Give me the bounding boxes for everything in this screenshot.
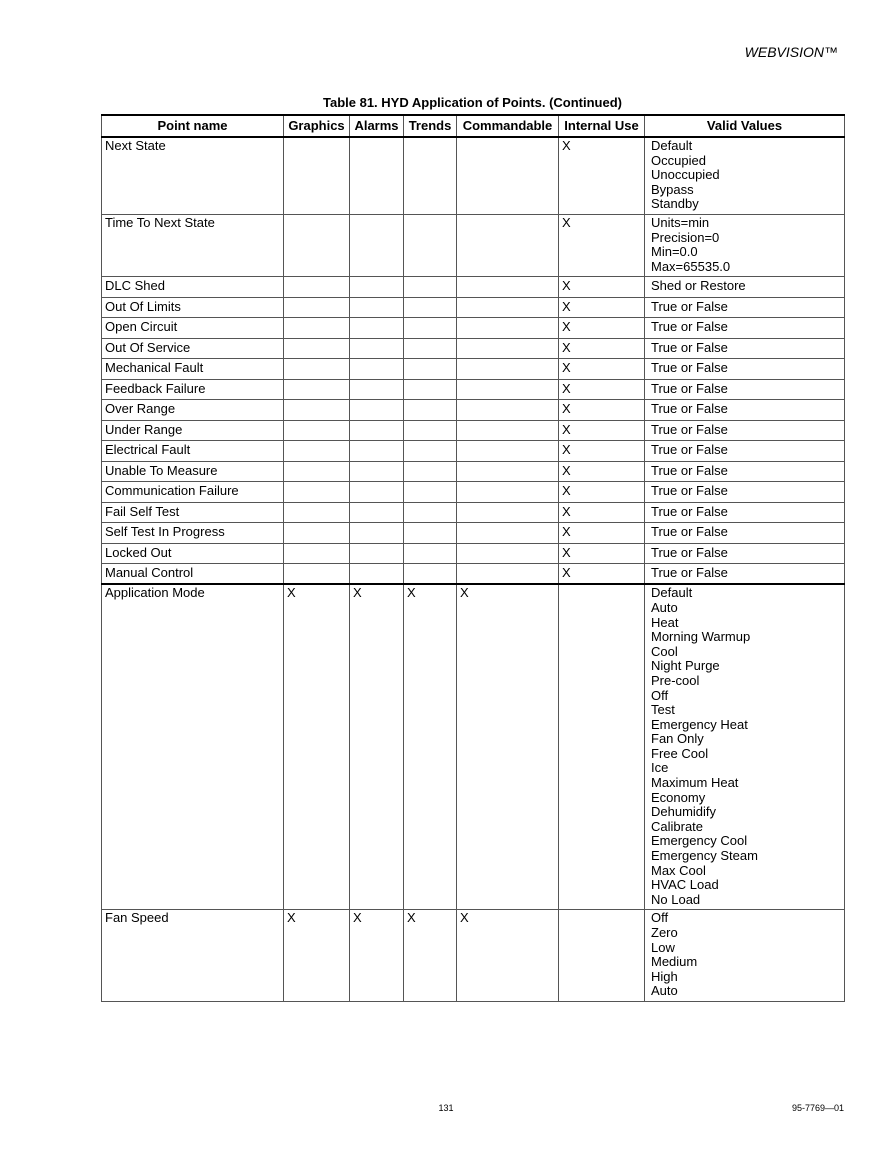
- valid-value: Max=65535.0: [651, 258, 731, 274]
- valid-value: Calibrate: [651, 818, 704, 834]
- valid-value: HVAC Load: [651, 877, 719, 893]
- table-row: [102, 441, 845, 462]
- graphics-cell: [284, 420, 350, 441]
- valid-value: Max Cool: [651, 862, 706, 878]
- commandable-cell: [457, 359, 559, 380]
- alarms-cell: [350, 359, 404, 380]
- valid-value: Shed or Restore: [651, 278, 746, 294]
- col-header-commandable: Commandable: [457, 115, 559, 137]
- header-row: [102, 115, 845, 137]
- point-name-cell: Out Of Limits: [102, 297, 284, 318]
- valid-value: Ice: [651, 760, 669, 776]
- commandable-cell: [457, 502, 559, 523]
- point-name-cell: Locked Out: [102, 543, 284, 564]
- valid-values-cell: [645, 564, 845, 585]
- internal-use-cell: X: [559, 379, 645, 400]
- internal-use-cell: [559, 910, 645, 1002]
- internal-use-cell: X: [559, 502, 645, 523]
- valid-value: Emergency Heat: [651, 716, 748, 732]
- table-row: [102, 461, 845, 482]
- table-body: [102, 137, 845, 1001]
- graphics-cell: [284, 277, 350, 298]
- valid-value: Maximum Heat: [651, 775, 739, 791]
- commandable-cell: [457, 420, 559, 441]
- valid-values-cell: [645, 910, 845, 1002]
- table-row: [102, 502, 845, 523]
- internal-use-cell: X: [559, 277, 645, 298]
- valid-values-cell: [645, 338, 845, 359]
- table-row: [102, 400, 845, 421]
- valid-value: Off: [651, 910, 669, 926]
- commandable-cell: [457, 214, 559, 276]
- point-name-cell: Self Test In Progress: [102, 523, 284, 544]
- graphics-cell: X: [284, 910, 350, 1002]
- alarms-cell: [350, 277, 404, 298]
- col-header-valid-values: Valid Values: [645, 115, 845, 137]
- trends-cell: [404, 338, 457, 359]
- trends-cell: [404, 441, 457, 462]
- valid-values-cell: [645, 543, 845, 564]
- trends-cell: [404, 137, 457, 214]
- alarms-cell: X: [350, 584, 404, 910]
- graphics-cell: [284, 441, 350, 462]
- point-name-cell: Under Range: [102, 420, 284, 441]
- valid-value: Default: [651, 138, 693, 153]
- commandable-cell: [457, 523, 559, 544]
- valid-values-cell: [645, 502, 845, 523]
- col-header-internal-use: Internal Use: [559, 115, 645, 137]
- valid-value: True or False: [651, 565, 728, 581]
- commandable-cell: [457, 137, 559, 214]
- valid-value: Bypass: [651, 181, 694, 197]
- valid-value: No Load: [651, 891, 701, 907]
- valid-value: Precision=0: [651, 229, 720, 245]
- col-header-alarms: Alarms: [350, 115, 404, 137]
- valid-value: Zero: [651, 925, 678, 940]
- table-row: [102, 318, 845, 339]
- table-row: [102, 910, 845, 1002]
- internal-use-cell: X: [559, 297, 645, 318]
- point-name-cell: Mechanical Fault: [102, 359, 284, 380]
- commandable-cell: [457, 461, 559, 482]
- col-header-trends: Trends: [404, 115, 457, 137]
- table-row: [102, 137, 845, 214]
- valid-value: True or False: [651, 442, 728, 458]
- point-name-cell: Application Mode: [102, 584, 284, 910]
- table-row: [102, 338, 845, 359]
- graphics-cell: [284, 359, 350, 380]
- col-header-graphics: Graphics: [284, 115, 350, 137]
- point-name-cell: Open Circuit: [102, 318, 284, 339]
- alarms-cell: [350, 543, 404, 564]
- commandable-cell: [457, 482, 559, 503]
- commandable-cell: [457, 338, 559, 359]
- valid-value: True or False: [651, 380, 728, 396]
- valid-value: True or False: [651, 483, 728, 499]
- valid-value: Off: [651, 687, 669, 703]
- valid-value: True or False: [651, 462, 728, 478]
- trends-cell: [404, 502, 457, 523]
- commandable-cell: [457, 441, 559, 462]
- valid-value: Medium: [651, 954, 698, 970]
- table-row: [102, 277, 845, 298]
- header-brand: WEBVISION™: [744, 44, 838, 60]
- internal-use-cell: X: [559, 482, 645, 503]
- point-name-cell: Over Range: [102, 400, 284, 421]
- graphics-cell: [284, 338, 350, 359]
- graphics-cell: [284, 214, 350, 276]
- valid-value: Night Purge: [651, 658, 720, 674]
- table-row: [102, 379, 845, 400]
- commandable-cell: [457, 297, 559, 318]
- graphics-cell: [284, 137, 350, 214]
- point-name-cell: Fail Self Test: [102, 502, 284, 523]
- table-row: [102, 297, 845, 318]
- col-header-point-name: Point name: [102, 115, 284, 137]
- valid-values-cell: [645, 277, 845, 298]
- internal-use-cell: X: [559, 441, 645, 462]
- graphics-cell: [284, 502, 350, 523]
- trends-cell: X: [404, 584, 457, 910]
- trends-cell: [404, 523, 457, 544]
- alarms-cell: [350, 441, 404, 462]
- valid-value: True or False: [651, 421, 728, 437]
- valid-value: Fan Only: [651, 731, 704, 747]
- valid-value: True or False: [651, 298, 728, 314]
- document-number: 95-7769—01: [791, 1103, 844, 1113]
- point-name-cell: Unable To Measure: [102, 461, 284, 482]
- valid-values-cell: [645, 420, 845, 441]
- commandable-cell: [457, 400, 559, 421]
- valid-value: Min=0.0: [651, 244, 698, 260]
- point-name-cell: Communication Failure: [102, 482, 284, 503]
- graphics-cell: [284, 482, 350, 503]
- table-row: [102, 214, 845, 276]
- internal-use-cell: [559, 584, 645, 910]
- internal-use-cell: X: [559, 543, 645, 564]
- valid-values-cell: [645, 523, 845, 544]
- valid-value: True or False: [651, 339, 728, 355]
- valid-value: Dehumidify: [651, 804, 717, 820]
- valid-value: True or False: [651, 360, 728, 376]
- alarms-cell: [350, 318, 404, 339]
- valid-values-cell: [645, 297, 845, 318]
- table-row: [102, 523, 845, 544]
- valid-value: Emergency Steam: [651, 848, 758, 864]
- trends-cell: [404, 543, 457, 564]
- graphics-cell: [284, 461, 350, 482]
- valid-value: Low: [651, 939, 675, 955]
- table-row: [102, 584, 845, 910]
- alarms-cell: [350, 482, 404, 503]
- valid-value: Economy: [651, 789, 706, 805]
- graphics-cell: [284, 297, 350, 318]
- trends-cell: [404, 318, 457, 339]
- commandable-cell: [457, 543, 559, 564]
- valid-values-cell: [645, 441, 845, 462]
- point-name-cell: Manual Control: [102, 564, 284, 585]
- point-name-cell: Time To Next State: [102, 214, 284, 276]
- trends-cell: [404, 482, 457, 503]
- internal-use-cell: X: [559, 400, 645, 421]
- commandable-cell: [457, 318, 559, 339]
- graphics-cell: [284, 543, 350, 564]
- point-name-cell: DLC Shed: [102, 277, 284, 298]
- table-row: [102, 543, 845, 564]
- valid-values-cell: [645, 584, 845, 910]
- valid-value: Test: [651, 702, 675, 718]
- commandable-cell: X: [457, 584, 559, 910]
- point-name-cell: Fan Speed: [102, 910, 284, 1002]
- valid-value: True or False: [651, 544, 728, 560]
- internal-use-cell: X: [559, 523, 645, 544]
- graphics-cell: [284, 318, 350, 339]
- valid-value: High: [651, 968, 678, 984]
- valid-value: Unoccupied: [651, 167, 720, 183]
- valid-value: Auto: [651, 983, 678, 999]
- valid-values-cell: [645, 137, 845, 214]
- commandable-cell: [457, 379, 559, 400]
- point-name-cell: Electrical Fault: [102, 441, 284, 462]
- page-number: 131: [438, 1103, 454, 1113]
- table-header: [102, 115, 845, 137]
- alarms-cell: X: [350, 910, 404, 1002]
- graphics-cell: X: [284, 584, 350, 910]
- valid-value: Pre-cool: [651, 672, 700, 688]
- valid-value: Emergency Cool: [651, 833, 748, 849]
- trends-cell: X: [404, 910, 457, 1002]
- table-row: [102, 420, 845, 441]
- graphics-cell: [284, 379, 350, 400]
- internal-use-cell: X: [559, 338, 645, 359]
- table-caption: Table 81. HYD Application of Points. (Continued): [323, 95, 622, 110]
- trends-cell: [404, 564, 457, 585]
- valid-value: Standby: [651, 196, 699, 212]
- trends-cell: [404, 214, 457, 276]
- internal-use-cell: X: [559, 137, 645, 214]
- valid-values-cell: [645, 214, 845, 276]
- graphics-cell: [284, 400, 350, 421]
- internal-use-cell: X: [559, 318, 645, 339]
- valid-value: Morning Warmup: [651, 629, 751, 645]
- point-name-cell: Out Of Service: [102, 338, 284, 359]
- table-row: [102, 359, 845, 380]
- trends-cell: [404, 461, 457, 482]
- trends-cell: [404, 400, 457, 421]
- valid-value: Cool: [651, 643, 678, 659]
- alarms-cell: [350, 461, 404, 482]
- points-table: [101, 114, 845, 1002]
- valid-value: True or False: [651, 401, 728, 417]
- table-row: [102, 564, 845, 585]
- valid-value: Default: [651, 585, 693, 601]
- internal-use-cell: X: [559, 420, 645, 441]
- graphics-cell: [284, 564, 350, 585]
- alarms-cell: [350, 214, 404, 276]
- alarms-cell: [350, 564, 404, 585]
- graphics-cell: [284, 523, 350, 544]
- alarms-cell: [350, 137, 404, 214]
- alarms-cell: [350, 379, 404, 400]
- trends-cell: [404, 420, 457, 441]
- trends-cell: [404, 359, 457, 380]
- alarms-cell: [350, 420, 404, 441]
- internal-use-cell: X: [559, 359, 645, 380]
- valid-value: Units=min: [651, 214, 710, 230]
- valid-value: Heat: [651, 614, 679, 630]
- valid-value: Occupied: [651, 152, 706, 168]
- valid-values-cell: [645, 482, 845, 503]
- point-name-cell: Feedback Failure: [102, 379, 284, 400]
- commandable-cell: X: [457, 910, 559, 1002]
- alarms-cell: [350, 502, 404, 523]
- internal-use-cell: X: [559, 214, 645, 276]
- commandable-cell: [457, 277, 559, 298]
- internal-use-cell: X: [559, 564, 645, 585]
- valid-value: Free Cool: [651, 745, 709, 761]
- alarms-cell: [350, 523, 404, 544]
- table-row: [102, 482, 845, 503]
- trends-cell: [404, 379, 457, 400]
- trends-cell: [404, 277, 457, 298]
- valid-value: Auto: [651, 599, 678, 615]
- alarms-cell: [350, 338, 404, 359]
- valid-values-cell: [645, 400, 845, 421]
- valid-value: True or False: [651, 524, 728, 540]
- valid-values-cell: [645, 359, 845, 380]
- valid-values-cell: [645, 318, 845, 339]
- valid-value: True or False: [651, 319, 728, 335]
- alarms-cell: [350, 400, 404, 421]
- point-name-cell: Next State: [102, 137, 284, 214]
- trends-cell: [404, 297, 457, 318]
- alarms-cell: [350, 297, 404, 318]
- commandable-cell: [457, 564, 559, 585]
- valid-values-cell: [645, 461, 845, 482]
- valid-values-cell: [645, 379, 845, 400]
- valid-value: True or False: [651, 503, 728, 519]
- internal-use-cell: X: [559, 461, 645, 482]
